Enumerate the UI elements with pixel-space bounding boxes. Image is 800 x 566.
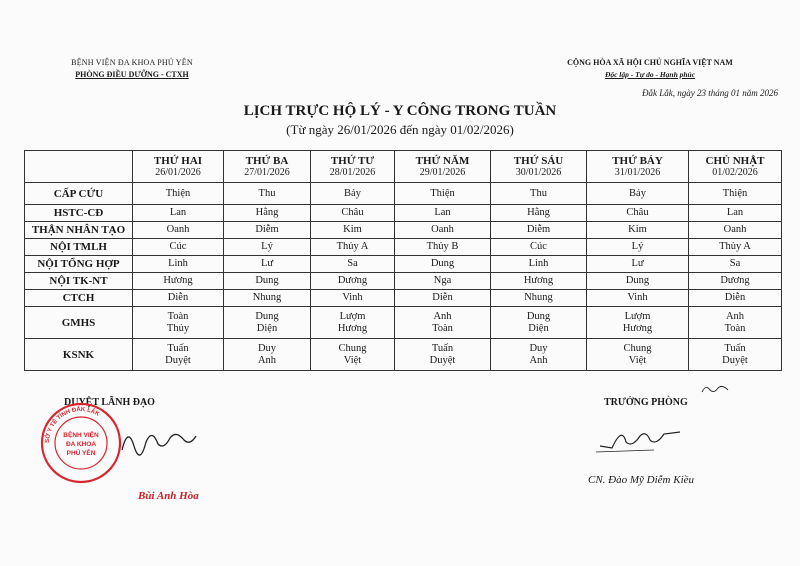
- table-row: [25, 307, 782, 339]
- staff-cell: [133, 222, 224, 239]
- head-signature-scrawl: [594, 418, 684, 458]
- staff-name: Hương: [163, 275, 193, 286]
- staff-name: Oanh: [431, 224, 454, 235]
- staff-cell: [587, 307, 689, 339]
- day-name: THỨ NĂM: [415, 154, 470, 167]
- staff-name: Lý: [631, 241, 644, 252]
- staff-name: Lý: [261, 241, 273, 252]
- day-header-cell: [689, 151, 782, 183]
- staff-name: Vinh: [627, 292, 648, 303]
- staff-cell: [395, 205, 491, 222]
- staff-cell: [689, 205, 782, 222]
- staff-cell: [689, 273, 782, 290]
- staff-cell: [689, 222, 782, 239]
- staff-name: Lan: [169, 207, 187, 218]
- staff-name: Lượm: [624, 310, 651, 322]
- day-name: CHỦ NHẬT: [705, 154, 765, 167]
- staff-cell: [491, 222, 587, 239]
- day-date: 27/01/2026: [244, 166, 290, 178]
- day-name: THỨ BẢY: [612, 154, 663, 167]
- staff-cell: [587, 183, 689, 205]
- staff-name: Linh: [528, 258, 549, 269]
- staff-name: Hương: [337, 322, 368, 334]
- staff-cell: [311, 256, 395, 273]
- staff-cell: [133, 273, 224, 290]
- staff-cell: [395, 307, 491, 339]
- staff-name: Tuấn: [431, 342, 454, 354]
- staff-name: Thiện: [165, 187, 191, 199]
- department-cell: THẬN NHÂN TẠO: [25, 222, 133, 239]
- table-row: [25, 205, 782, 222]
- day-date: 28/01/2026: [329, 166, 376, 178]
- staff-cell: [224, 273, 311, 290]
- day-name: THỨ TƯ: [330, 154, 375, 167]
- table-row: [25, 273, 782, 290]
- document-date: Đắk Lắk, ngày 23 tháng 01 năm 2026: [642, 88, 778, 98]
- approver-title: DUYỆT LÃNH ĐẠO: [64, 397, 155, 408]
- staff-name: Dương: [720, 275, 750, 286]
- staff-cell: [133, 290, 224, 307]
- staff-name: Vinh: [342, 292, 363, 303]
- day-date: 31/01/2026: [614, 166, 661, 178]
- staff-name: Toàn: [432, 322, 453, 334]
- staff-name: Anh: [257, 354, 277, 366]
- staff-name: Cúc: [530, 241, 547, 252]
- table-row: [25, 256, 782, 273]
- staff-name: Lượm: [339, 310, 366, 322]
- staff-cell: [395, 256, 491, 273]
- org-name: BỆNH VIỆN ĐA KHOA PHÚ YÊN: [71, 58, 193, 67]
- staff-name: Diễm: [526, 224, 551, 235]
- staff-name: Nhung: [252, 292, 282, 303]
- staff-name: Dung: [625, 275, 650, 286]
- staff-name: Toàn: [167, 310, 189, 322]
- staff-name: Diện: [256, 322, 278, 334]
- day-name: THỨ SÁU: [513, 154, 564, 167]
- day-header-cell: [311, 151, 395, 183]
- staff-cell: [491, 273, 587, 290]
- stamp-ring-text: SỞ Y TẾ TỈNH ĐẮK LẮK: [44, 406, 101, 444]
- table-row: [25, 222, 782, 239]
- staff-name: Cúc: [169, 241, 187, 252]
- staff-cell: [689, 256, 782, 273]
- staff-name: Sa: [729, 258, 741, 269]
- day-name: THỨ BA: [245, 154, 289, 167]
- day-header-cell: [491, 151, 587, 183]
- staff-cell: [224, 239, 311, 256]
- department-cell: NỘI TMLH: [25, 239, 133, 256]
- staff-name: Nga: [433, 275, 452, 286]
- staff-name: Thủy A: [336, 241, 369, 252]
- approver-name: Bùi Anh Hòa: [138, 490, 199, 502]
- staff-cell: [395, 239, 491, 256]
- staff-cell: [395, 183, 491, 205]
- staff-cell: [587, 205, 689, 222]
- staff-cell: [224, 290, 311, 307]
- staff-cell: [395, 290, 491, 307]
- staff-cell: [491, 290, 587, 307]
- staff-name: Thiện: [722, 187, 748, 199]
- staff-name: Chung: [623, 342, 652, 354]
- stamp-text-bot: PHÚ YÊN: [66, 450, 96, 457]
- corner-cell: [25, 151, 133, 183]
- staff-cell: [689, 239, 782, 256]
- staff-cell: [587, 273, 689, 290]
- staff-name: Dung: [430, 258, 455, 269]
- initials-mark: [700, 382, 730, 396]
- day-date: 29/01/2026: [419, 166, 466, 178]
- staff-name: Hằng: [527, 207, 550, 218]
- department-cell: NỘI TK-NT: [25, 273, 133, 290]
- staff-name: Duyệt: [722, 354, 748, 366]
- staff-cell: [224, 339, 311, 371]
- staff-cell: [491, 183, 587, 205]
- table-row: [25, 290, 782, 307]
- day-name: THỨ HAI: [153, 154, 203, 167]
- staff-name: Tuấn: [167, 342, 189, 354]
- staff-cell: [311, 273, 395, 290]
- staff-name: Anh: [529, 354, 548, 366]
- staff-cell: [689, 183, 782, 205]
- staff-name: Việt: [628, 354, 647, 366]
- stamp-text-mid: ĐA KHOA: [65, 441, 97, 448]
- staff-cell: [587, 339, 689, 371]
- staff-name: Bảy: [629, 187, 646, 199]
- staff-cell: [224, 307, 311, 339]
- department-cell: KSNK: [25, 339, 133, 371]
- org-header: [52, 58, 212, 79]
- staff-name: Thu: [530, 187, 547, 199]
- day-header-cell: [133, 151, 224, 183]
- staff-cell: [311, 290, 395, 307]
- staff-cell: [224, 222, 311, 239]
- table-header-row: [25, 151, 782, 183]
- staff-cell: [491, 205, 587, 222]
- staff-name: Lan: [434, 207, 451, 218]
- staff-name: Diện: [528, 322, 549, 334]
- staff-name: Thủy B: [426, 241, 459, 252]
- staff-cell: [133, 307, 224, 339]
- day-date: 30/01/2026: [515, 166, 562, 178]
- staff-name: Lư: [631, 258, 644, 269]
- department-cell: GMHS: [25, 307, 133, 339]
- staff-name: Thủy A: [719, 241, 751, 252]
- staff-name: Châu: [341, 207, 364, 218]
- table-row: [25, 239, 782, 256]
- staff-name: Diễm: [255, 224, 279, 235]
- staff-name: Dung: [255, 310, 279, 322]
- staff-cell: [689, 307, 782, 339]
- approver-signature-scrawl: [118, 420, 198, 460]
- staff-cell: [133, 183, 224, 205]
- staff-name: Lư: [260, 258, 274, 269]
- staff-name: Châu: [626, 207, 649, 218]
- staff-name: Duyệt: [429, 354, 456, 366]
- staff-cell: [311, 205, 395, 222]
- staff-name: Việt: [343, 354, 362, 366]
- staff-name: Thu: [258, 187, 276, 199]
- staff-cell: [491, 307, 587, 339]
- staff-name: Diễn: [432, 292, 453, 303]
- staff-name: Thiện: [430, 187, 455, 199]
- staff-name: Anh: [433, 310, 452, 322]
- staff-name: Diễn: [167, 292, 189, 303]
- staff-cell: [587, 290, 689, 307]
- staff-name: Oanh: [166, 224, 190, 235]
- hospital-stamp: [40, 402, 122, 484]
- staff-cell: [491, 239, 587, 256]
- staff-cell: [311, 222, 395, 239]
- day-header-cell: [224, 151, 311, 183]
- staff-cell: [689, 339, 782, 371]
- staff-name: Dương: [337, 275, 368, 286]
- staff-cell: [133, 239, 224, 256]
- staff-cell: [587, 239, 689, 256]
- staff-cell: [689, 290, 782, 307]
- day-date: 26/01/2026: [155, 166, 201, 178]
- staff-cell: [395, 222, 491, 239]
- staff-cell: [133, 339, 224, 371]
- staff-name: Sa: [347, 258, 358, 269]
- head-title: TRƯỞNG PHÒNG: [604, 397, 688, 408]
- national-header: [540, 58, 760, 79]
- staff-cell: [311, 239, 395, 256]
- staff-cell: [587, 256, 689, 273]
- duty-schedule-table: [24, 150, 782, 371]
- staff-cell: [395, 339, 491, 371]
- staff-name: Dung: [255, 275, 279, 286]
- document-title: LỊCH TRỰC HỘ LÝ - Y CÔNG TRONG TUẦN: [243, 103, 557, 119]
- nation-motto: Độc lập - Tự do - Hạnh phúc: [604, 70, 696, 79]
- staff-cell: [491, 256, 587, 273]
- document-subtitle: (Từ ngày 26/01/2026 đến ngày 01/02/2026): [286, 122, 514, 137]
- staff-name: Bảy: [344, 187, 361, 199]
- staff-name: Lan: [726, 207, 744, 218]
- staff-cell: [491, 339, 587, 371]
- staff-name: Nhung: [524, 292, 553, 303]
- staff-cell: [224, 183, 311, 205]
- staff-cell: [587, 222, 689, 239]
- staff-cell: [311, 339, 395, 371]
- staff-cell: [311, 183, 395, 205]
- staff-name: Duy: [257, 342, 277, 354]
- staff-cell: [311, 307, 395, 339]
- head-name: CN. Đào Mỹ Diễm Kiều: [588, 474, 695, 486]
- staff-cell: [133, 256, 224, 273]
- staff-name: Hương: [523, 275, 554, 286]
- staff-name: Dung: [526, 310, 551, 322]
- staff-name: Diễn: [724, 292, 746, 303]
- staff-name: Oanh: [723, 224, 747, 235]
- department-cell: NỘI TỔNG HỢP: [25, 256, 133, 273]
- day-header-cell: [587, 151, 689, 183]
- staff-name: Hằng: [255, 207, 279, 218]
- table-row: [25, 339, 782, 371]
- table-row: [25, 183, 782, 205]
- day-date: 01/02/2026: [712, 166, 758, 178]
- staff-name: Chung: [338, 342, 367, 354]
- staff-name: Thủy: [166, 322, 190, 334]
- org-department: PHÒNG ĐIỀU DƯỠNG - CTXH: [75, 70, 189, 79]
- staff-cell: [224, 205, 311, 222]
- staff-name: Anh: [725, 310, 745, 322]
- staff-name: Linh: [168, 258, 188, 269]
- staff-name: Kim: [343, 224, 362, 235]
- staff-cell: [395, 273, 491, 290]
- staff-name: Tuấn: [724, 342, 746, 354]
- staff-cell: [224, 256, 311, 273]
- staff-name: Kim: [628, 224, 647, 235]
- staff-name: Duy: [529, 342, 548, 354]
- staff-name: Hương: [622, 322, 653, 334]
- day-header-cell: [395, 151, 491, 183]
- staff-name: Duyệt: [165, 354, 191, 366]
- staff-cell: [133, 205, 224, 222]
- department-cell: HSTC-CĐ: [25, 205, 133, 222]
- department-cell: CẤP CỨU: [25, 183, 133, 205]
- nation-name: CỘNG HÒA XÃ HỘI CHỦ NGHĨA VIỆT NAM: [567, 58, 733, 67]
- stamp-text-top: BỆNH VIỆN: [63, 432, 99, 439]
- department-cell: CTCH: [25, 290, 133, 307]
- staff-name: Toàn: [724, 322, 746, 334]
